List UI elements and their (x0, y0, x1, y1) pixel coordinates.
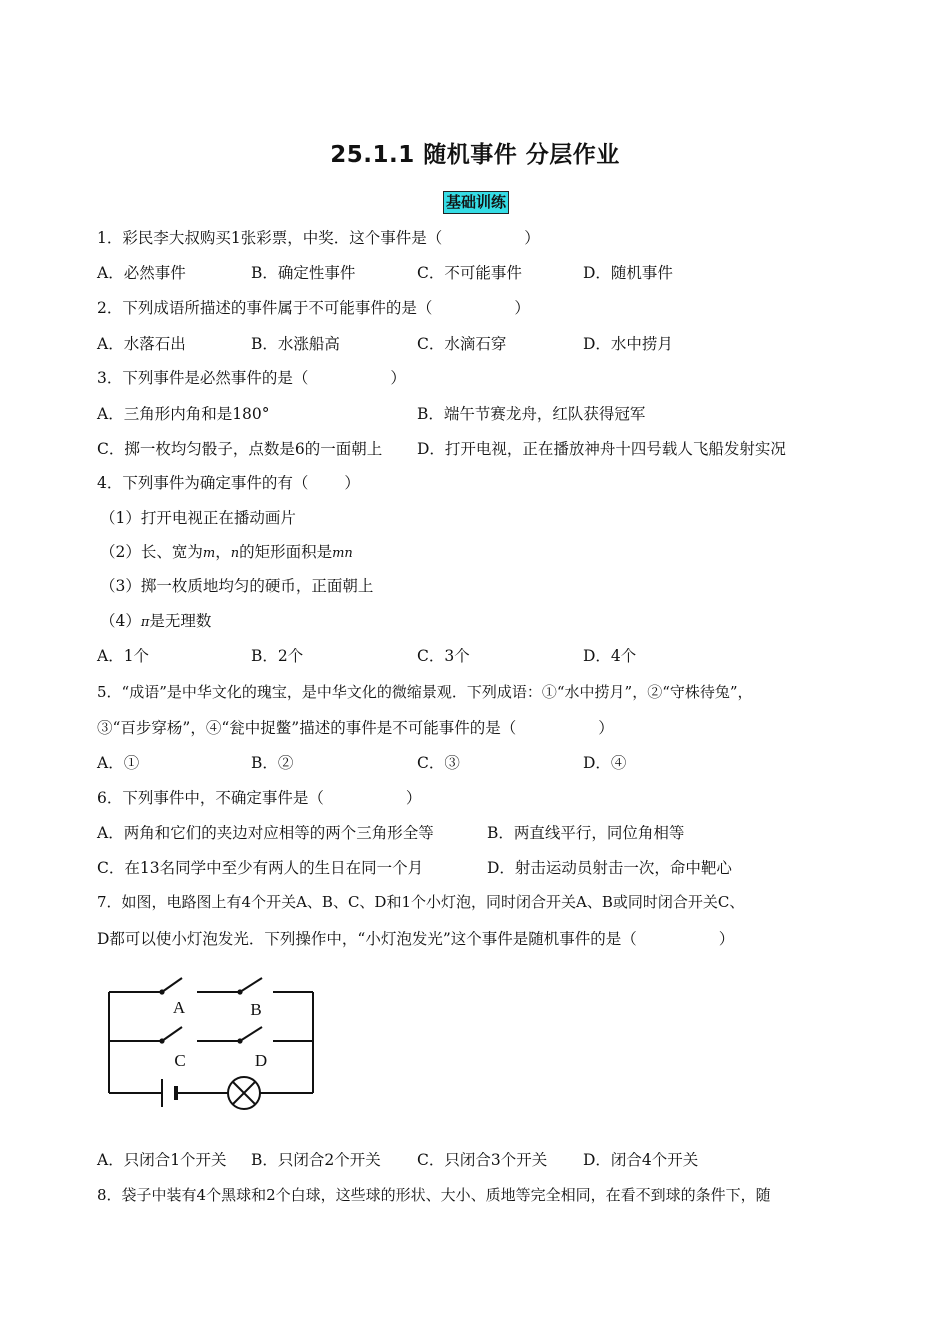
question-4-stem: 4．下列事件为确定事件的有（ (97, 474, 309, 492)
q6-option-d: D．射击运动员射击一次，命中靶心 (487, 859, 732, 877)
question-6-close: ） (405, 789, 422, 807)
q1-option-d: D．随机事件 (583, 264, 673, 282)
q3-option-d: D．打开电视，正在播放神舟十四号载人飞船发射实况 (417, 440, 786, 458)
q6-option-b: B．两直线平行，同位角相等 (487, 824, 685, 842)
switch-b-lever (240, 978, 262, 992)
var-n: n (230, 546, 240, 561)
question-4-close: ） (344, 474, 360, 492)
q7-option-d: D．闭合4个开关 (583, 1151, 699, 1169)
q5-option-c: C．③ (417, 754, 460, 772)
circuit-diagram (100, 965, 330, 1115)
q6-option-c: C．在13名同学中至少有两人的生日在同一个月 (97, 859, 424, 877)
question-6-stem: 6．下列事件中，不确定事件是（ (97, 789, 324, 807)
question-6 (97, 788, 421, 808)
question-3 (97, 368, 406, 388)
var-mn: mn (332, 546, 353, 561)
q7-option-a: A．只闭合1个开关 (97, 1151, 227, 1169)
switch-label-c: C (174, 1051, 186, 1070)
switch-d-lever (240, 1027, 262, 1041)
q4-item-1: （1）打开电视正在播动画片 (100, 509, 296, 527)
question-2-stem: 2．下列成语所描述的事件属于不可能事件的是（ (97, 299, 433, 317)
question-4 (97, 473, 360, 493)
switch-label-d: D (254, 1051, 268, 1070)
q4-option-d: D．4个 (583, 647, 637, 665)
q4-option-c: C．3个 (417, 647, 470, 665)
question-7-line-2: D都可以使小灯泡发光．下列操作中，“小灯泡发光”这个事件是随机事件的是（ ） (97, 930, 735, 948)
q3-option-a: A．三角形内角和是180° (97, 405, 270, 423)
switch-c-lever (162, 1027, 182, 1041)
q7-option-b: B．只闭合2个开关 (251, 1151, 381, 1169)
question-5-line-2: ③“百步穿杨”，④“瓮中捉鳖”描述的事件是不可能事件的是（ ） (97, 719, 614, 737)
question-8-line-1: 8．袋子中装有4个黑球和2个白球，这些球的形状、大小、质地等完全相同，在看不到球的条件下，随 (97, 1186, 771, 1204)
q4-item-3: （3）掷一枚质地均匀的硬币，正面朝上 (100, 577, 374, 595)
q4-item-2: （2）长、宽为m，n的矩形面积是mn (100, 543, 353, 561)
question-1-stem: 1．彩民李大叔购买1张彩票，中奖．这个事件是（ (97, 229, 443, 247)
switch-label-b: B (250, 1000, 262, 1019)
q2-option-a: A．水落石出 (97, 335, 186, 353)
var-pi: π (140, 615, 150, 630)
q7-option-c: C．只闭合3个开关 (417, 1151, 548, 1169)
question-2-close: ） (514, 299, 530, 317)
question-2 (97, 298, 530, 318)
q5-option-a: A．① (97, 754, 140, 772)
section-label: 基础训练 (443, 191, 509, 214)
q5-option-d: D．④ (583, 754, 627, 772)
q6-option-a: A．两角和它们的夹边对应相等的两个三角形全等 (97, 824, 434, 842)
question-1 (97, 228, 540, 248)
q1-option-a: A．必然事件 (97, 264, 186, 282)
question-5-line-1: 5．“成语”是中华文化的瑰宝，是中华文化的微缩景观．下列成语：①“水中捞月”，②“守株待兔”， (97, 683, 753, 701)
q2-option-d: D．水中捞月 (583, 335, 673, 353)
q4-option-a: A．1个 (97, 647, 150, 665)
q4-option-b: B．2个 (251, 647, 304, 665)
q5-option-b: B．② (251, 754, 294, 772)
question-1-close: ） (524, 229, 540, 247)
question-3-close: ） (390, 369, 406, 387)
switch-label-a: A (172, 998, 186, 1017)
q1-option-c: C．不可能事件 (417, 264, 522, 282)
question-3-stem: 3．下列事件是必然事件的是（ (97, 369, 309, 387)
var-m: m (202, 546, 216, 561)
q3-option-c: C．掷一枚均匀骰子，点数是6的一面朝上 (97, 440, 383, 458)
page-title: 25.1.1 随机事件 分层作业 (330, 142, 620, 168)
switch-a-lever (162, 978, 182, 992)
question-7-line-1: 7．如图，电路图上有4个开关A、B、C、D和1个小灯泡，同时闭合开关A、B或同时闭合开关C、 (97, 893, 745, 911)
q4-item-4: （4）π是无理数 (100, 612, 212, 630)
q2-option-b: B．水涨船高 (251, 335, 340, 353)
q1-option-b: B．确定性事件 (251, 264, 356, 282)
q2-option-c: C．水滴石穿 (417, 335, 507, 353)
q3-option-b: B．端午节赛龙舟，红队获得冠军 (417, 405, 646, 423)
